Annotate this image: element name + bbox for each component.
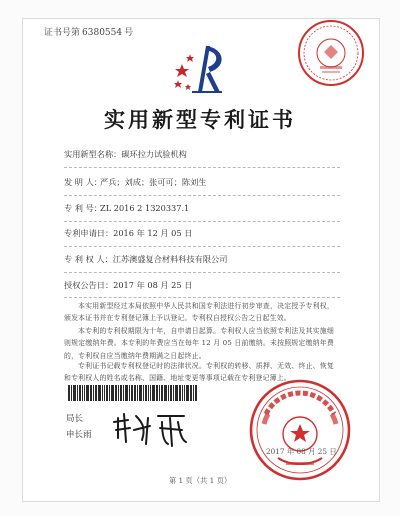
field-value: 严兵；刘成；张可可；陈刘生 xyxy=(100,177,207,187)
field-value: ZL 2016 2 1320337.1 xyxy=(100,203,190,213)
certificate-number-value: 6380554 xyxy=(82,28,123,38)
patent-office-seal-icon xyxy=(296,18,366,88)
divider xyxy=(64,195,340,196)
national-ip-administration-seal-icon xyxy=(248,378,352,482)
barcode xyxy=(68,385,236,401)
field-utility-model-name xyxy=(64,149,187,160)
paragraph-legal-status: 专利证书记载专利权登记时的法律状况。专利权的转移、质押、无效、终止、恢复和专利权人的姓名或名称、国籍、地址变更等事项记载在专利登记簿上。 xyxy=(64,362,334,383)
field-patentee xyxy=(64,254,227,265)
paragraph-term-and-fees: 本专利的专利权期限为十年，自申请日起算。专利权人应当依照专利法及其实施细则规定缴纳年费。本专利的年费应当在每年 12 月 05 日前缴纳。未按照规定缴纳年费的，专利权自应当缴纳年费期满之日起终止。 xyxy=(64,327,334,360)
field-label: 专 利 权 人： xyxy=(64,254,113,264)
divider xyxy=(64,221,340,222)
certificate-number-label: 证书号第 xyxy=(44,28,81,38)
field-value: 2016 年 12 月 05 日 xyxy=(113,228,193,238)
divider xyxy=(64,297,340,298)
field-value: 2017 年 08 月 25 日 xyxy=(113,280,193,290)
field-value: 江苏澳盛复合材料科技有限公司 xyxy=(112,254,228,264)
field-value: 碳环拉力试验机构 xyxy=(121,149,187,159)
field-label: 发 明 人： xyxy=(64,177,102,187)
seal-date: 2017 年 08 月 25 日 xyxy=(266,447,337,456)
certificate-number xyxy=(44,25,135,38)
field-label: 专 利 号： xyxy=(64,203,102,213)
certificate-title: 实用新型专利证书 xyxy=(104,107,296,132)
field-application-date xyxy=(64,228,192,239)
field-grant-date xyxy=(64,280,192,291)
director-title: 局长 xyxy=(66,414,84,424)
divider xyxy=(64,167,340,168)
patent-office-logo-icon xyxy=(170,40,230,100)
director-signature-icon xyxy=(112,408,190,450)
certificate-number-suffix: 号 xyxy=(124,28,134,38)
field-patent-number xyxy=(64,203,189,214)
director-name: 申长雨 xyxy=(66,430,92,440)
field-label: 授权公告日： xyxy=(64,280,114,290)
divider xyxy=(64,246,340,247)
field-inventor xyxy=(64,177,206,188)
paragraph-grant-statement: 本实用新型经过本局依照中华人民共和国专利法进行初步审查，决定授予专利权，颁发本证书并在专利登记簿上予以登记。专利权自授权公告之日起生效。 xyxy=(64,302,334,323)
divider xyxy=(64,272,340,273)
page-footer: 第 1 页（共 1 页） xyxy=(168,476,232,485)
field-label: 专利申请日： xyxy=(64,228,114,238)
field-label: 实用新型名称： xyxy=(64,149,122,159)
